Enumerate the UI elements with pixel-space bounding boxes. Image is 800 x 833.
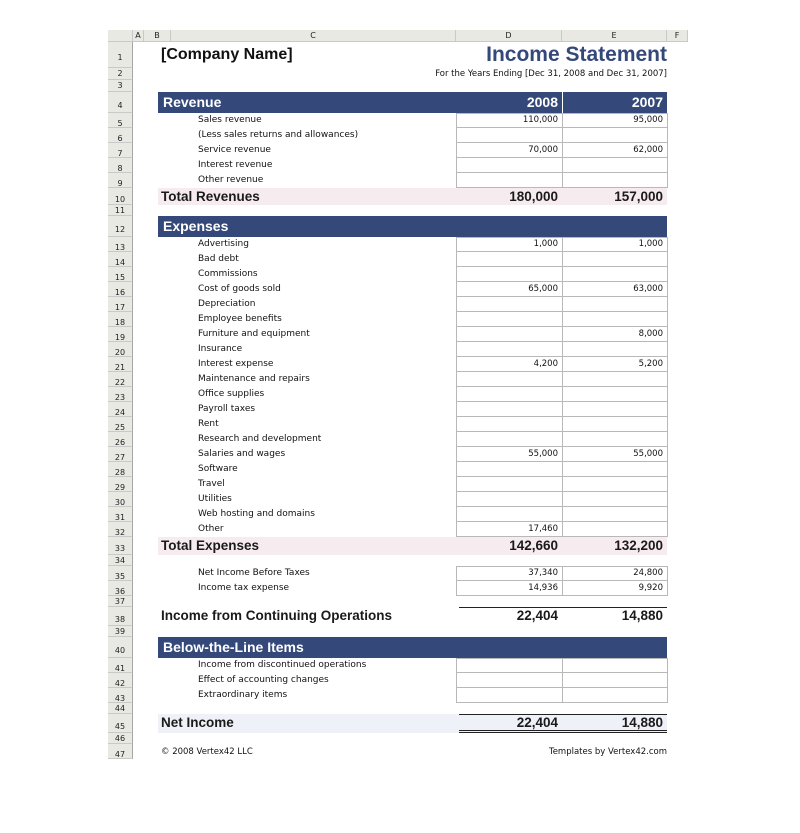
tax-item-value-2008[interactable]: 37,340 (528, 568, 558, 578)
revenue-item-grid-right (667, 113, 668, 128)
expense-item-label: Commissions (198, 269, 258, 279)
revenue-item-label: Interest revenue (198, 160, 273, 170)
expense-item-value-2008[interactable]: 17,460 (528, 524, 558, 534)
row-header-24[interactable]: 24 (108, 402, 133, 417)
expense-item-value-2007[interactable]: 5,200 (638, 359, 663, 369)
tax-item-value-2007[interactable]: 24,800 (633, 568, 663, 578)
expense-item-value-2008[interactable]: 4,200 (533, 359, 558, 369)
row-header-47[interactable]: 47 (108, 744, 133, 759)
total-expenses-label: Total Expenses (161, 538, 260, 553)
below-item-grid-right (667, 658, 668, 673)
expense-item-value-2007[interactable] (562, 254, 663, 267)
expense-item-value-2007[interactable]: 1,000 (638, 239, 663, 249)
revenue-item-label: Service revenue (198, 145, 271, 155)
row-header-31[interactable]: 31 (108, 507, 133, 522)
expense-item-label: Payroll taxes (198, 404, 256, 414)
expense-item-grid-right (667, 327, 668, 342)
expense-item-grid-right (667, 267, 668, 282)
row-header-18[interactable]: 18 (108, 312, 133, 327)
revenue-year-2007: 2007 (631, 94, 663, 110)
expense-item-value-2008[interactable]: 55,000 (528, 449, 558, 459)
revenue-item-value-2008[interactable]: 110,000 (522, 115, 558, 125)
revenue-item-grid-right (667, 158, 668, 173)
expense-item-value-2007[interactable] (562, 404, 663, 417)
expense-item-label: Maintenance and repairs (198, 374, 310, 384)
row-header-15[interactable]: 15 (108, 267, 133, 282)
revenue-item-grid-right (667, 143, 668, 158)
revenue-item-value-2007[interactable] (562, 130, 663, 143)
revenue-item-value-2008[interactable] (456, 175, 558, 188)
expense-item-value-2007[interactable] (562, 524, 663, 537)
row-header-2[interactable]: 2 (108, 68, 133, 80)
row-header-22[interactable]: 22 (108, 372, 133, 387)
expense-item-label: Rent (198, 419, 219, 429)
below-item-grid-right (667, 673, 668, 688)
row-header-21[interactable]: 21 (108, 357, 133, 372)
net-income-double-rule-2 (459, 732, 667, 733)
expense-item-label: Other (198, 524, 224, 534)
expense-item-value-2007[interactable]: 55,000 (633, 449, 663, 459)
expense-item-value-2007[interactable] (562, 299, 663, 312)
expense-item-label: Insurance (198, 344, 243, 354)
row-header-9[interactable]: 9 (108, 173, 133, 188)
revenue-item-label: (Less sales returns and allowances) (198, 130, 359, 140)
net-income-value-2007[interactable]: 14,880 (621, 715, 663, 730)
below-item-value-2008[interactable] (456, 660, 558, 673)
expense-item-grid-right (667, 507, 668, 522)
expense-item-value-2008[interactable] (456, 329, 558, 342)
row-header-27[interactable]: 27 (108, 447, 133, 462)
expense-item-value-2008[interactable] (456, 374, 558, 387)
revenue-year-2008: 2008 (526, 94, 558, 110)
row-header-37[interactable]: 37 (108, 596, 133, 607)
total-revenues-label: Total Revenues (161, 189, 260, 204)
total-revenues-value-2008[interactable]: 180,000 (509, 189, 558, 204)
expense-item-value-2008[interactable] (456, 434, 558, 447)
row-header-44[interactable]: 44 (108, 703, 133, 714)
expense-item-label: Advertising (198, 239, 249, 249)
expense-item-value-2008[interactable] (456, 479, 558, 492)
expense-item-value-2008[interactable] (456, 314, 558, 327)
row-header-19[interactable]: 19 (108, 327, 133, 342)
below-item-label: Income from discontinued operations (198, 660, 367, 670)
company-name[interactable]: [Company Name] (161, 46, 293, 63)
expense-item-value-2008[interactable] (456, 494, 558, 507)
continuing-operations-value-2007[interactable]: 14,880 (621, 608, 663, 623)
row-header-1[interactable]: 1 (108, 42, 133, 68)
expense-item-value-2008[interactable] (456, 389, 558, 402)
expense-item-grid-right (667, 402, 668, 417)
expense-item-value-2007[interactable] (562, 269, 663, 282)
tax-item-grid-right (667, 566, 668, 581)
expense-item-grid-right (667, 237, 668, 252)
expense-item-label: Depreciation (198, 299, 256, 309)
expense-item-value-2007[interactable] (562, 479, 663, 492)
footer-copyright: © 2008 Vertex42 LLC (161, 747, 253, 757)
continuing-operations-label: Income from Continuing Operations (161, 608, 393, 623)
row-header-3[interactable]: 3 (108, 80, 133, 92)
revenue-item-value-2007[interactable] (562, 160, 663, 173)
row-header-11[interactable]: 11 (108, 205, 133, 216)
row-header-33[interactable]: 33 (108, 537, 133, 555)
below-item-value-2007[interactable] (562, 675, 663, 688)
expense-item-value-2007[interactable]: 63,000 (633, 284, 663, 294)
expense-item-grid-right (667, 297, 668, 312)
expense-item-value-2008[interactable] (456, 419, 558, 432)
row-header-46[interactable]: 46 (108, 733, 133, 744)
expense-item-label: Utilities (198, 494, 232, 504)
revenue-heading: Revenue (163, 94, 222, 110)
row-header-13[interactable]: 13 (108, 237, 133, 252)
column-header-c[interactable]: C (171, 30, 456, 42)
expense-item-label: Software (198, 464, 238, 474)
footer-templates-link[interactable]: Templates by Vertex42.com (548, 747, 667, 757)
expenses-heading: Expenses (163, 218, 229, 234)
expense-item-value-2008[interactable] (456, 464, 558, 477)
spreadsheet (108, 30, 688, 808)
expense-item-grid-right (667, 447, 668, 462)
row-header-42[interactable]: 42 (108, 673, 133, 688)
below-the-line-heading: Below-the-Line Items (163, 639, 304, 655)
expense-item-label: Travel (198, 479, 225, 489)
expense-item-value-2007[interactable] (562, 494, 663, 507)
expense-item-value-2007[interactable] (562, 374, 663, 387)
row-header-10[interactable]: 10 (108, 188, 133, 205)
expense-item-value-2008[interactable] (456, 254, 558, 267)
below-item-label: Extraordinary items (198, 690, 288, 700)
column-header-a[interactable]: A (133, 30, 144, 42)
expense-item-value-2007[interactable] (562, 344, 663, 357)
tax-item-label: Income tax expense (198, 583, 290, 593)
row-header-16[interactable]: 16 (108, 282, 133, 297)
expense-item-value-2008[interactable] (456, 509, 558, 522)
expense-item-value-2007[interactable] (562, 314, 663, 327)
tax-item-grid-right (667, 581, 668, 596)
row-header-14[interactable]: 14 (108, 252, 133, 267)
revenue-item-value-2007[interactable] (562, 175, 663, 188)
page-title: Income Statement (486, 43, 667, 66)
revenue-item-grid-right (667, 173, 668, 188)
expense-item-grid-right (667, 492, 668, 507)
row-header-6[interactable]: 6 (108, 128, 133, 143)
row-header-7[interactable]: 7 (108, 143, 133, 158)
row-header-43[interactable]: 43 (108, 688, 133, 703)
below-item-value-2008[interactable] (456, 690, 558, 703)
row-header-35[interactable]: 35 (108, 566, 133, 581)
revenue-item-value-2008[interactable] (456, 130, 558, 143)
below-item-value-2007[interactable] (562, 690, 663, 703)
tax-item-value-2007[interactable]: 9,920 (638, 583, 663, 593)
expense-item-label: Salaries and wages (198, 449, 286, 459)
row-header-23[interactable]: 23 (108, 387, 133, 402)
expense-item-value-2007[interactable] (562, 389, 663, 402)
row-header-5[interactable]: 5 (108, 113, 133, 128)
row-header-34[interactable]: 34 (108, 555, 133, 566)
expense-item-value-2008[interactable]: 65,000 (528, 284, 558, 294)
row-header-4[interactable]: 4 (108, 92, 133, 113)
row-header-12[interactable]: 12 (108, 216, 133, 237)
expense-item-grid-right (667, 312, 668, 327)
expense-item-value-2008[interactable] (456, 404, 558, 417)
expense-item-grid-right (667, 252, 668, 267)
tax-item-value-2008[interactable]: 14,936 (528, 583, 558, 593)
revenue-item-label: Sales revenue (198, 115, 262, 125)
expense-item-grid-right (667, 357, 668, 372)
total-expenses-value-2008[interactable]: 142,660 (509, 538, 558, 553)
revenue-item-grid-right (667, 128, 668, 143)
expense-item-label: Office supplies (198, 389, 265, 399)
revenue-item-value-2007[interactable]: 62,000 (633, 145, 663, 155)
expense-item-label: Interest expense (198, 359, 274, 369)
revenue-item-value-2008[interactable]: 70,000 (528, 145, 558, 155)
row-header-45[interactable]: 45 (108, 714, 133, 733)
column-header-f[interactable]: F (667, 30, 688, 42)
expense-item-grid-right (667, 462, 668, 477)
total-expenses-value-2007[interactable]: 132,200 (614, 538, 663, 553)
tax-item-label: Net Income Before Taxes (198, 568, 310, 578)
below-item-value-2008[interactable] (456, 675, 558, 688)
expense-item-grid-right (667, 477, 668, 492)
continuing-operations-value-2008[interactable]: 22,404 (516, 608, 558, 623)
below-item-grid-right (667, 688, 668, 703)
expense-item-grid-right (667, 522, 668, 537)
column-header-e[interactable]: E (562, 30, 667, 42)
expense-item-value-2008[interactable]: 1,000 (533, 239, 558, 249)
row-header-32[interactable]: 32 (108, 522, 133, 537)
expense-item-label: Employee benefits (198, 314, 282, 324)
expense-item-value-2007[interactable] (562, 464, 663, 477)
row-header-36[interactable]: 36 (108, 581, 133, 596)
below-item-label: Effect of accounting changes (198, 675, 329, 685)
expense-item-grid-right (667, 417, 668, 432)
row-header-40[interactable]: 40 (108, 637, 133, 658)
row-header-25[interactable]: 25 (108, 417, 133, 432)
row-header-20[interactable]: 20 (108, 342, 133, 357)
expense-item-grid-right (667, 372, 668, 387)
revenue-item-value-2007[interactable]: 95,000 (633, 115, 663, 125)
expense-item-label: Research and development (198, 434, 322, 444)
expense-item-value-2007[interactable] (562, 419, 663, 432)
column-header-b[interactable]: B (144, 30, 171, 42)
expense-item-label: Bad debt (198, 254, 239, 264)
net-income-value-2008[interactable]: 22,404 (516, 715, 558, 730)
expense-item-grid-right (667, 432, 668, 447)
expense-item-label: Furniture and equipment (198, 329, 310, 339)
row-header-29[interactable]: 29 (108, 477, 133, 492)
expense-item-grid-right (667, 282, 668, 297)
row-header-38[interactable]: 38 (108, 607, 133, 626)
row-header-8[interactable]: 8 (108, 158, 133, 173)
expense-item-value-2008[interactable] (456, 344, 558, 357)
expense-item-label: Cost of goods sold (198, 284, 281, 294)
expense-item-value-2007[interactable] (562, 434, 663, 447)
expense-item-grid-right (667, 387, 668, 402)
expenses-band (158, 216, 667, 237)
row-header-26[interactable]: 26 (108, 432, 133, 447)
net-income-label: Net Income (161, 715, 234, 730)
row-header-17[interactable]: 17 (108, 297, 133, 312)
row-header-41[interactable]: 41 (108, 658, 133, 673)
row-header-30[interactable]: 30 (108, 492, 133, 507)
expense-item-value-2007[interactable]: 8,000 (638, 329, 663, 339)
net-income-double-rule-1 (459, 730, 667, 731)
select-all-corner[interactable] (108, 30, 133, 42)
expense-item-grid-right (667, 342, 668, 357)
total-revenues-value-2007[interactable]: 157,000 (614, 189, 663, 204)
expense-item-value-2007[interactable] (562, 509, 663, 522)
expense-item-label: Web hosting and domains (198, 509, 315, 519)
column-header-d[interactable]: D (456, 30, 562, 42)
revenue-item-label: Other revenue (198, 175, 264, 185)
row-header-28[interactable]: 28 (108, 462, 133, 477)
revenue-item-value-2008[interactable] (456, 160, 558, 173)
revenue-year-divider (562, 92, 563, 113)
expense-item-value-2008[interactable] (456, 299, 558, 312)
subtitle: For the Years Ending [Dec 31, 2008 and Dec 31, 2007] (435, 69, 667, 79)
row-header-39[interactable]: 39 (108, 626, 133, 637)
expense-item-value-2008[interactable] (456, 269, 558, 282)
below-item-value-2007[interactable] (562, 660, 663, 673)
